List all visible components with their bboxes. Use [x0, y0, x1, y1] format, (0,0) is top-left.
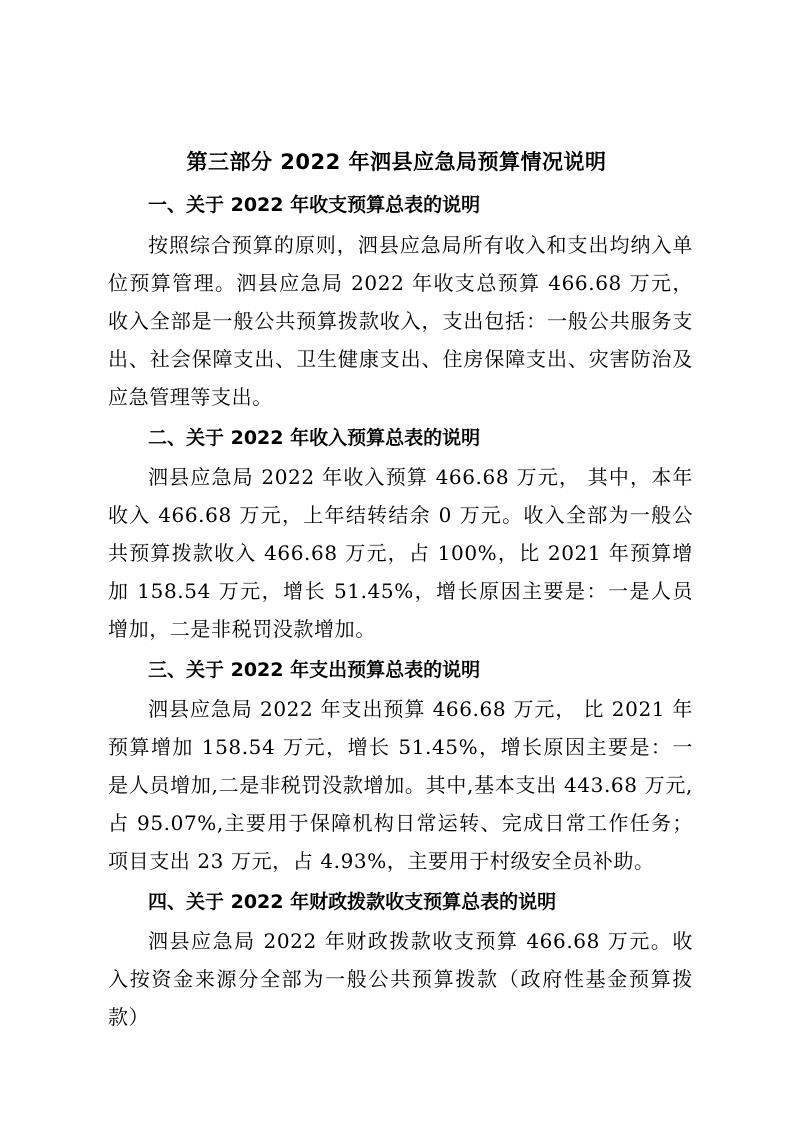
section-2-body: 泗县应急局 2022 年收入预算 466.68 万元， 其中，本年收入 466.68 万元，上年结转结余 0 万元。收入全部为一般公共预算拨款收入 466.68 万元，占 100%，比 2021 年预算增加 158.54 万元，增长 51.45%，增长原因主要是：一是人员增加，二是非税罚没款增加。: [108, 465, 693, 641]
section-4-body: 泗县应急局 2022 年财政拨款收支预算 466.68 万元。收入按资金来源分全部为一般公共预算拨款（政府性基金预算拨款）: [108, 929, 693, 1029]
section-1-body: 按照综合预算的原则，泗县应急局所有收入和支出均纳入单位预算管理。泗县应急局 2022 年收支总预算 466.68 万元，收入全部是一般公共预算拨款收入，支出包括：一般公共服务支出、社会保障支出、卫生健康支出、住房保障支出、灾害防治及应急管理等支出。: [108, 233, 693, 409]
section-4-heading: 四、关于 2022 年财政拨款收支预算总表的说明: [148, 891, 557, 913]
section-3-body: 泗县应急局 2022 年支出预算 466.68 万元， 比 2021 年预算增加 158.54 万元，增长 51.45%，增长原因主要是：一是人员增加,二是非税罚没款增加。其中,基本支出 443.68 万元,占 95.07%,主要用于保障机构日常运转、完成日常工作任务；项目支出 23 万元，占 4.93%，主要用于村级安全员补助。: [108, 697, 693, 873]
page-title: 第三部分 2022 年泗县应急局预算情况说明: [186, 150, 607, 174]
section-2-heading: 二、关于 2022 年收入预算总表的说明: [148, 427, 481, 449]
section-3-heading: 三、关于 2022 年支出预算总表的说明: [148, 659, 481, 681]
section-1-heading: 一、关于 2022 年收支预算总表的说明: [148, 194, 481, 216]
